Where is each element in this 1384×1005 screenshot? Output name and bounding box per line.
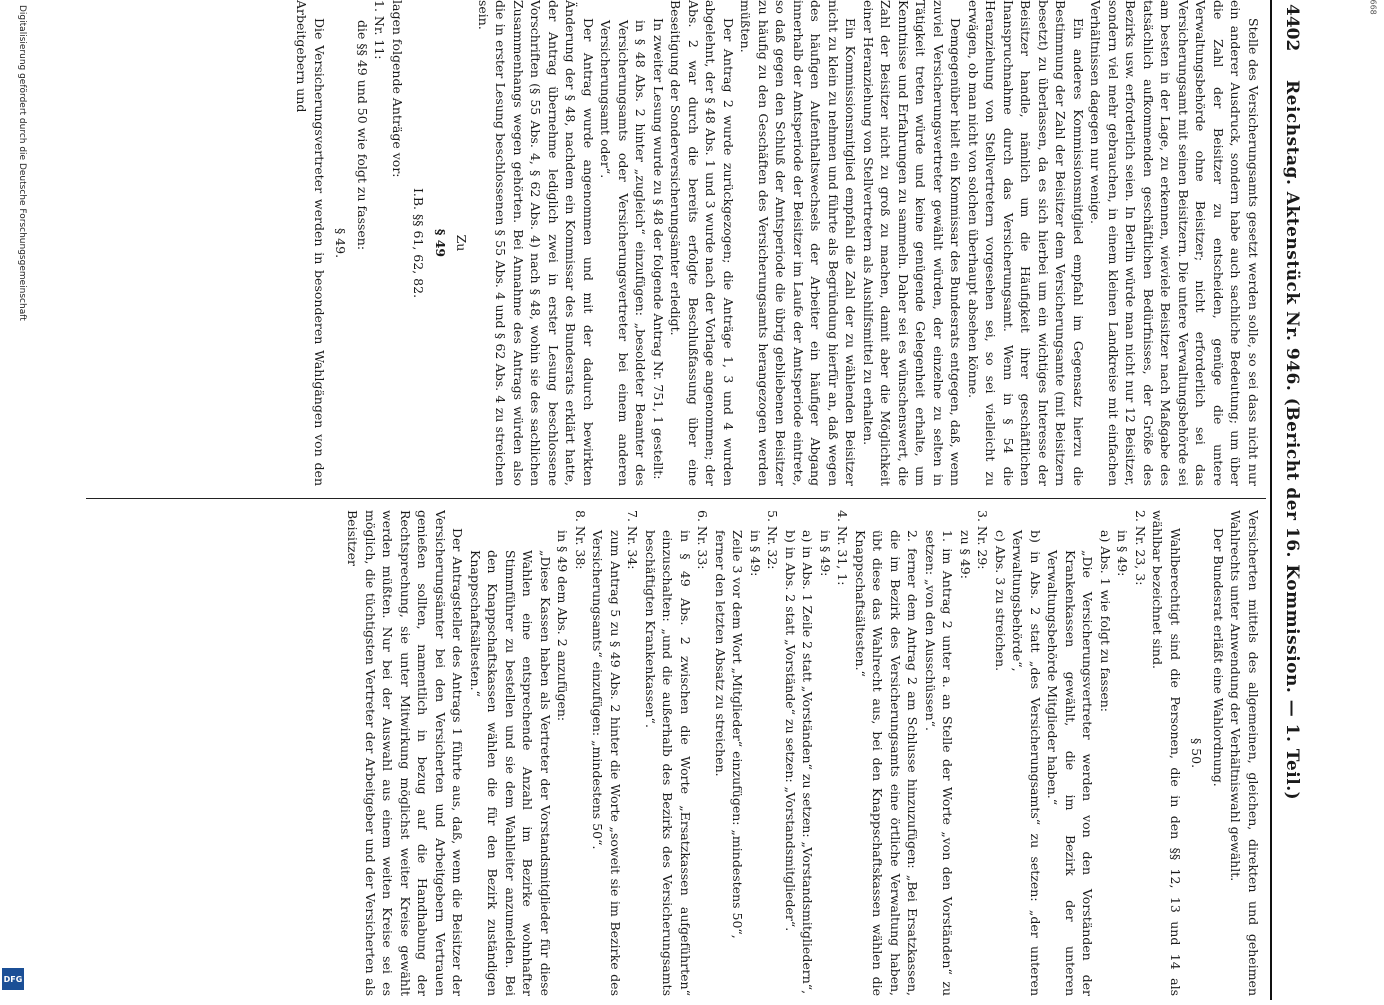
section-reference: I.B. §§ 61, 62, 82. bbox=[411, 187, 427, 299]
motion-text: in § 49: bbox=[1115, 530, 1131, 577]
motion-text: b) in Abs. 2 statt „des Versicherungsamts“ zu setzen: „der unteren Verwaltungsbehörde“, bbox=[1010, 530, 1043, 996]
paragraph: Stelle des Versicherungsamts gesetzt werden solle, so sei dass nicht nur ein anderer Ausdruck, sondern habe auch sachliche Bedeutung; um über die Zahl der Beisitzer zu entscheiden, genüge die untere Verwaltungsbehörde ohne Beisitzer; nicht erforderlich sei das Versicherungsamt mit seinen Beisitzern. Die untere Verwaltungsbehörde sei am besten in der Lage, zu erkennen, wieviele Beisitzer nach Maßgabe des tatsächlich aufkommenden geschäftlichen Bedürfnisses, der Größe des Bezirks usw. erforderlich seien. In Berlin würde man nicht nur 12 Beisitzer, sondern viel mehr gebrauchen, in einem kleinen Landkreise mit einfachen Verhältnissen dagegen nur wenige. bbox=[1088, 0, 1261, 486]
page-id-text: 668 bbox=[1368, 0, 1378, 15]
motion-text: in § 49 dem Abs. 2 anzufügen: bbox=[555, 530, 571, 722]
motion-text: „Die Versicherungsvertreter werden von den Vorständen der Krankenkassen gewählt, die im Bezirk der unteren Verwaltungsbehörde Mitglieder haben.“ bbox=[1045, 550, 1096, 996]
paragraph: Der Antragsteller des Antrags 1 führte aus, daß, wenn die Beisitzer der Versicherungsämter bei den Versicherten und Arbeitgebern Vertrauen genießen sollten, namentlich in bezug auf die Handhabung der Rechtsprechung, sie unter Mitwirkung möglichst weiter Kreise gewählt werden müßten. Nur bei der Auswahl aus einem weiten Kreise sei es möglich, die tüchtigsten Vertreter der Arbeitgeber und der Versicherten als Beisitzer bbox=[345, 510, 466, 996]
left-column bbox=[92, 0, 1262, 486]
motion-item: 4. Nr. 31, 1: bbox=[835, 510, 851, 586]
page-id bbox=[1368, 0, 1378, 30]
paragraph: In zweiter Lesung wurde zu § 48 der folgende Antrag Nr. 751, 1 gestellt: bbox=[651, 18, 666, 480]
motion-item: 6. Nr. 33: bbox=[695, 510, 711, 570]
document-page bbox=[70, 0, 1310, 1000]
paragraph: Wahlberechtigt sind die Personen, die in den §§ 12, 13 und 14 als wählbar bezeichnet sind. bbox=[1150, 510, 1183, 996]
paragraph: Versicherten mittels des allgemeinen, gleichen, direkten und geheimen Wahlrechts unter Anwendung der Verhältniswahl gewählt. bbox=[1228, 510, 1261, 996]
section-heading: § 50. bbox=[1189, 737, 1205, 769]
paragraph: Ein anderes Kommissionsmitglied empfahl im Gegensatz hierzu die Bestimmung der Zahl der Beisitzer dem Versicherungsamte (mit Beisitzern besetzt) zu überlassen, da es sich hierbei um ein wichtiges Interesse der Beisitzer handle, nämlich um die Häufigkeit ihrer geschäftlichen Inanspruchnahme durch das Versicherungsamt. Wenn in § 54 die Heranziehung von Stellvertretern vorgesehen sei, so sei vielleicht zu erwägen, ob man nicht von solchen überhaupt absehen könne. bbox=[966, 0, 1086, 486]
motion-text: Zeile 3 vor dem Wort „Mitglieder“ einzufügen: „mindestens 50“, bbox=[730, 530, 746, 939]
margin-note-text: Digitalisierung gefördert durch die Deutsche Forschungsgemeinschaft bbox=[17, 5, 27, 321]
paragraph: Demgegenüber hielt ein Kommissar des Bundesrats entgegen, daß, wenn zuviel Versicherungsvertreter gewählt würden, der einzelne zu selten in Tätigkeit treten würde und keine genügende Gelegenheit erhalte, um Kenntnisse und Erfahrungen zu sammeln. Daher sei es wünschenswert, die Zahl der Beisitzer nicht zu groß zu machen, damit aber die Möglichkeit einer Heranziehung von Stellvertretern als Aushilfsmittel zu erhalten. bbox=[861, 0, 964, 486]
motion-text: a) Abs. 1 wie folgt zu fassen: bbox=[1098, 530, 1113, 713]
section-heading: § 49 bbox=[433, 228, 448, 258]
section-zu: Zu bbox=[454, 234, 470, 252]
motion-text: 2. ferner dem Antrag 2 am Schlusse hinzuzufügen: „Bei Ersatzkassen, die im Bezirk des Versicherungsamts eine örtliche Verwaltung haben, übt diese das Wahlrecht aus, bei den Knappschaftskassen wählen die Knappschaftsältesten.“ bbox=[853, 530, 921, 996]
paragraph: Der Antrag wurde angenommen und mit der dadurch bewirkten Änderung der § 48, nachdem ein Kommissar des Bundesrats erklärt hatte, der Antrag übernehme lediglich zwei in erster Lesung beschlossene Vorschriften (§ 55 Abs. 4, § 62 Abs. 4) nach § 48, wohin sie des sachlichen Zusammenhangs wegen gehörten. Bei Annahme des Antrags würden also die in erster Lesung beschlossenen § 55 Abs. 4 und § 62 Abs. 4 zu streichen sein. bbox=[476, 0, 596, 486]
dfg-logo: DFG bbox=[2, 968, 24, 990]
motion-text: ferner den letzten Absatz zu streichen. bbox=[713, 530, 728, 777]
motion-text: die §§ 49 und 50 wie folgt zu fassen: bbox=[355, 20, 370, 251]
paragraph: lagen folgende Anträge vor: bbox=[390, 0, 405, 178]
motion-text: a) in Abs. 1 Zeile 2 statt „Vorständen“ zu setzen: „Vorstandsmitgliedern“, bbox=[800, 530, 816, 995]
motion-text: c) Abs. 3 zu streichen. bbox=[993, 530, 1008, 672]
quoted-motion: in § 48 Abs. 2 hinter „zugleich“ einzufügen: „besoldeter Beamter des Versicherungsamts oder Versicherungsvertreter bei einem anderen Versicherungsamt oder“. bbox=[598, 20, 649, 486]
motion-text: b) in Abs. 2 statt „Vorstände“ zu setzen: „Vorstandsmitglieder“. bbox=[783, 530, 798, 932]
motion-text: zu § 49: bbox=[958, 530, 973, 579]
motion-text: in § 49: bbox=[748, 530, 763, 577]
motion-item: 3. Nr. 29: bbox=[975, 510, 991, 570]
page-number: 4402 bbox=[1282, 4, 1302, 52]
page-title: Reichstag. Aktenstück Nr. 946. (Bericht der 16. Kommission. — 1. Teil.) bbox=[1282, 80, 1302, 801]
margin-note bbox=[10, 0, 27, 1000]
right-column bbox=[92, 510, 1262, 996]
motion-item: 1. Nr. 11: bbox=[372, 0, 388, 60]
motion-item: 7. Nr. 34: bbox=[625, 510, 641, 570]
paragraph: Ein Kommissionsmitglied empfahl die Zahl der zu wählenden Beisitzer nicht zu klein zu nehmen und führte als Begründung hierfür an, daß wegen des häufigen Aufenthaltswechsels der Arbeiter ein häufiger Abgang innerhalb der Amtsperiode der Beisitzer im Laufe der Amtsperiode eintrete, so daß gegen den Schluß der Amtsperiode die übrig gebliebenen Beisitzer zu häufig zu den Geschäften des Versicherungsamts herangezogen werden müßten. bbox=[738, 0, 859, 486]
motion-item: 8. Nr. 38: bbox=[573, 510, 588, 570]
motion-text: in § 49 Abs. 2 zwischen die Worte „Ersatzkassen aufgeführten“ einzuschalten: „und die außerhalb des Bezirks des Versicherungsamts beschäftigten Krankenkassen“. bbox=[643, 530, 693, 996]
motion-item: 5. Nr. 32: bbox=[765, 510, 781, 570]
paragraph: Der Bundesrat erläßt eine Wahlordnung. bbox=[1211, 528, 1226, 787]
motion-text: zum Antrag 5 zu § 49 Abs. 2 hinter die Worte „soweit sie im Bezirke des Versicherungsamts“ einzufügen: „mindestens 50“. bbox=[590, 530, 623, 996]
paragraph: Der Antrag 2 wurde zurückgezogen; die Anträge 1, 3 und 4 wurden abgelehnt, der § 48 Abs. 1 und 3 wurde nach der Vorlage angenommen; der Abs. 2 war durch die bereits erfolgte Beschlußfassung über eine Beseitigung der Sonderversicherungsämter erledigt. bbox=[668, 0, 736, 486]
motion-item: 2. Nr. 23, 3: bbox=[1133, 510, 1148, 586]
section-heading: § 49. bbox=[333, 227, 349, 259]
motion-text: in § 49: bbox=[818, 530, 833, 577]
column-divider bbox=[86, 498, 1266, 499]
paragraph: Die Versicherungsvertreter werden in besonderen Wahlgängen von den Arbeitgebern und bbox=[294, 0, 327, 486]
page-header bbox=[1270, 0, 1310, 1000]
motion-text: „Diese Kassen haben als Vertreter der Vorstandsmitglieder für diese Wahlen eine entsprechende Anzahl im Bezirke wohnhafter Stimmführer zu bestellen und sie dem Wahlleiter anzumelden. Bei den Knappschaftskassen wählen die für den Bezirk zuständigen Knappschaftsältesten.“ bbox=[468, 550, 553, 996]
motion-text: 1. im Antrag 2 unter a. an Stelle der Worte „von den Vorständen“ zu setzen: „von den Ausschüssen“. bbox=[923, 530, 956, 996]
